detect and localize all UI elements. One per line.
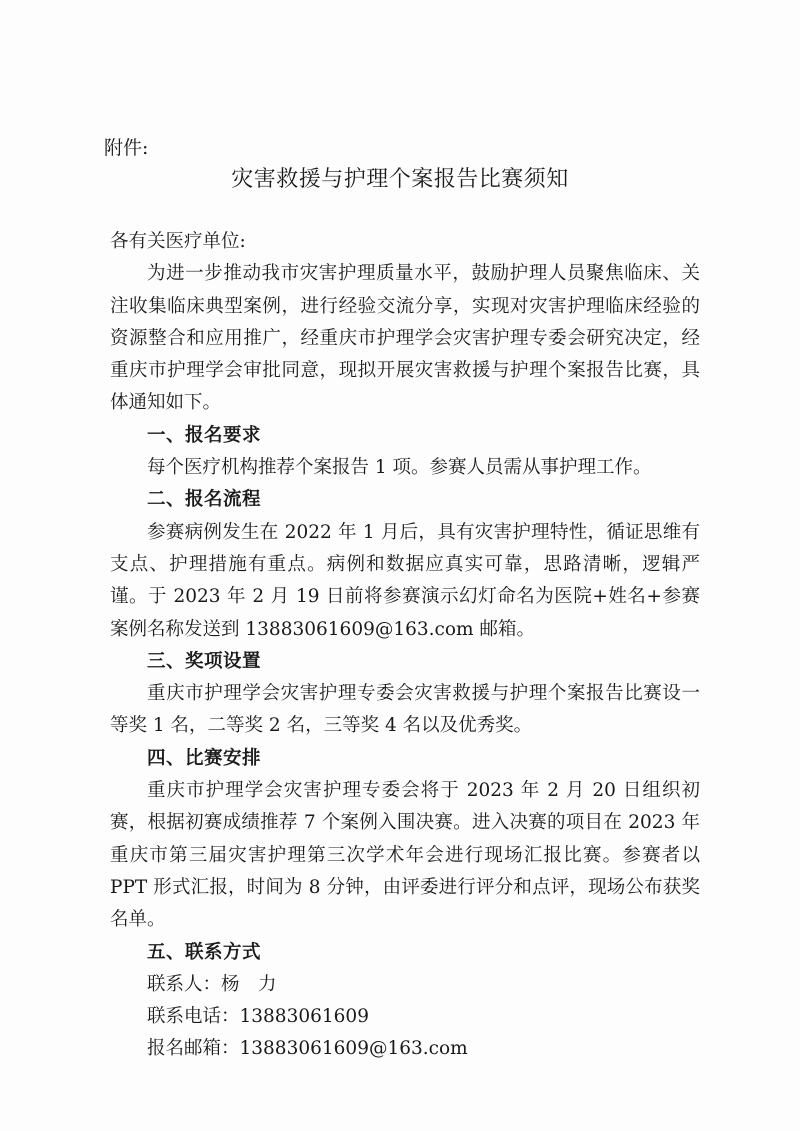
page-title: 灾害救援与护理个案报告比赛须知: [231, 167, 569, 192]
document-body: [110, 226, 700, 1066]
section-text-awards: 重庆市护理学会灾害护理专委会灾害救援与护理个案报告比赛设一等奖 1 名，二等奖 2 名，三等奖 4 名以及优秀奖。: [110, 683, 700, 737]
contact-person: 联系人：杨 力: [147, 973, 277, 995]
contact-phone: 联系电话：13883061609: [147, 1006, 369, 1028]
section-heading-registration-process: 二、报名流程: [147, 489, 262, 511]
salutation: 各有关医疗单位:: [110, 231, 246, 252]
contact-email: 报名邮箱：13883061609@163.com: [147, 1038, 468, 1060]
section-heading-awards: 三、奖项设置: [147, 650, 262, 672]
attachment-label: 附件:: [104, 137, 149, 159]
intro-paragraph: 为进一步推动我市灾害护理质量水平，鼓励护理人员聚焦临床、关注收集临床典型案例，进行经验交流分享，实现对灾害护理临床经验的资源整合和应用推广，经重庆市护理学会灾害护理专委会研究决定，经重庆市护理学会审批同意，现拟开展灾害救援与护理个案报告比赛，具体通知如下。: [110, 263, 700, 414]
section-text-competition-schedule: 重庆市护理学会灾害护理专委会将于 2023 年 2 月 20 日组织初赛，根据初赛成绩推荐 7 个案例入围决赛。进入决赛的项目在 2023 年重庆市第三届灾害护理第三次学术年会进行现场汇报比赛。参赛者以 PPT 形式汇报，时间为 8 分钟，由评委进行评分和点评，现场公布获奖名单。: [110, 780, 700, 931]
section-text-registration-process: 参赛病例发生在 2022 年 1 月后，具有灾害护理特性，循证思维有支点、护理措施有重点。病例和数据应真实可靠，思路清晰，逻辑严谨。于 2023 年 2 月 19 日前将参赛演示幻灯命名为医院+姓名+参赛案例名称发送到 13883061609@163.com 邮箱。: [110, 521, 700, 640]
section-heading-registration-requirements: 一、报名要求: [147, 424, 262, 446]
section-text-registration-requirements: 每个医疗机构推荐个案报告 1 项。参赛人员需从事护理工作。: [147, 457, 652, 479]
section-heading-competition-schedule: 四、比赛安排: [147, 747, 262, 769]
section-heading-contact: 五、联系方式: [147, 941, 262, 963]
